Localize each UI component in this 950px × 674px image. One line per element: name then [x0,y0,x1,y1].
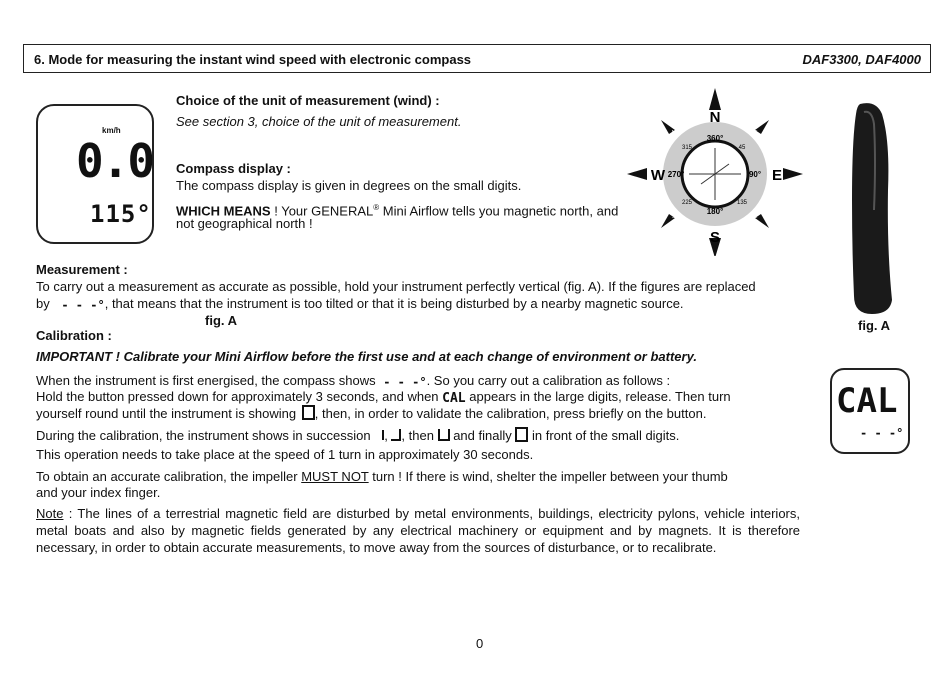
north-label: N [709,109,721,126]
calibration-p6 [36,469,728,485]
calibration-p4-text-4: in front of the small digits. [532,428,680,443]
compass-text: The compass display is given in degrees on the small digits. [176,178,522,193]
calibration-p2-text-2: appears in the large digits, release. Then turn [469,389,731,404]
measurement-heading: Measurement : [36,262,128,277]
which-means-text: ! Your GENERAL [274,203,374,219]
calibration-p6-text: To obtain an accurate calibration, the impeller [36,469,298,484]
dashes-symbol-2: - - -° [383,375,427,389]
cal-big-digits: CAL [836,381,898,421]
calibration-p5: This operation needs to take place at the speed of 1 turn in approximately 30 seconds. [36,447,534,462]
east-arrow-icon [783,168,803,180]
compass-rose [625,86,805,256]
nw-label: NW [671,130,681,136]
side-fig-label: fig. A [858,318,891,333]
note-text: : The lines of a terrestrial magnetic field are disturbed by metal environments, buildings, electricity pylons, vehicle interiors, metal boats and also by magnetic fields generated by any electrical machinery or equipment and by magnets. It is therefore necessary, in order to obtain accurate measurements, to move away from the sources of disturbance, or to recalibrate. [36,506,800,555]
deg-360-label: 360° [706,134,724,143]
section-title: 6. Mode for measuring the instant wind speed with electronic compass [34,52,472,67]
deg-270-label: 270° [667,170,685,179]
calibration-p4-text-2: , then [401,428,434,443]
deg-90-label: 90° [748,170,762,179]
device-display-speed [36,104,154,244]
west-label: W [650,167,666,184]
ne-label: NE [750,130,758,136]
fig-a-label: fig. A [205,313,238,328]
section-header [23,44,931,73]
segment-hook-icon [391,429,401,441]
model-names: DAF3300, DAF4000 [802,52,921,67]
measurement-line-2 [36,296,684,312]
calibration-p2 [36,389,731,405]
calibration-p6-line-2: and your index finger. [36,485,161,500]
west-arrow-icon [627,168,647,180]
segment-square-icon-2 [515,427,528,442]
measurement-by: by [36,296,50,311]
deg-135-label: 135 [736,200,748,206]
calibration-p3-text-2: , then, in order to validate the calibration, press briefly on the button. [314,406,707,421]
measurement-line-2-text: , that means that the instrument is too tilted or that it is being disturbed by a nearby magnetic source. [104,296,684,311]
deg-225-label: 225 [681,200,693,206]
calibration-p1-text: When the instrument is first energised, the compass shows [36,373,376,388]
calibration-p2-text: Hold the button pressed down for approximately 3 seconds, and when [36,389,439,404]
which-means-line-2: not geographical north ! [176,216,313,231]
se-label: SE [750,214,758,220]
calibration-p4: During the calibration, the instrument shows in succession , , then and finally in front of the small digits. [36,428,680,443]
small-digits: 115° [90,200,152,228]
compass-heading: Compass display : [176,161,291,176]
calibration-p6-text-2: turn ! If there is wind, shelter the impeller between your thumb [372,469,728,484]
calibration-p1 [36,373,670,389]
measurement-line-1: To carry out a measurement as accurate as possible, hold your instrument perfectly vertical (fig. A). If the figures are replaced [36,279,756,294]
calibration-p4-text-3: and finally [453,428,512,443]
north-arrow-icon [709,88,721,110]
note-label: Note [36,506,64,521]
unit-text: See section 3, choice of the unit of measurement. [176,114,462,129]
dashes-symbol: - - -° [61,298,105,312]
big-digits: 0.0 [76,134,154,188]
deg-315-label: 315 [681,145,693,151]
calibration-important: IMPORTANT ! Calibrate your Mini Airflow before the first use and at each change of environment or battery. [36,349,697,364]
unit-label: km/h [102,126,121,135]
which-means-label: WHICH MEANS [176,203,271,219]
device-display-cal [830,368,910,454]
south-label: S [709,229,721,246]
calibration-p1-text-2: . So you carry out a calibration as follows : [426,373,671,388]
which-means-text-2: Mini Airflow tells you magnetic north, and [379,203,619,219]
east-label: E [771,167,783,184]
calibration-heading: Calibration : [36,328,112,343]
deg-45-label: 45 [738,145,746,151]
segment-bar-icon [382,430,384,440]
must-not-text: MUST NOT [301,469,369,484]
calibration-p4-text: During the calibration, the instrument shows in succession [36,428,371,443]
note-paragraph [36,505,800,556]
sw-label: SW [671,214,681,220]
device-side-view [842,100,902,318]
registered-mark: ® [373,203,380,212]
cal-symbol: CAL [442,391,466,406]
deg-180-label: 180° [706,207,724,216]
segment-square-icon [302,405,315,420]
page-number: 0 [476,636,484,651]
segment-u-icon [438,429,450,441]
cal-small-digits: - - -° [860,426,904,440]
unit-heading: Choice of the unit of measurement (wind) : [176,93,440,108]
calibration-p3-text: yourself round until the instrument is showing [36,406,297,421]
calibration-p3 [36,405,706,422]
